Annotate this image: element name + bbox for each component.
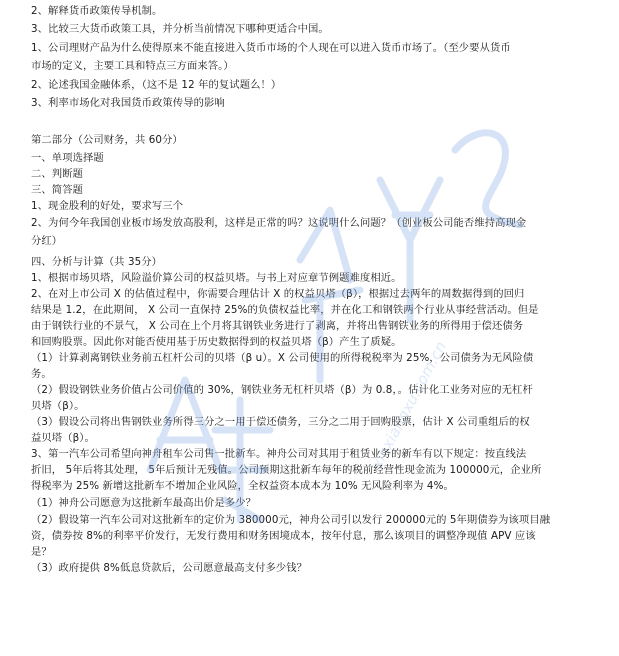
text-line: 市场的定义，主要工具和特点三方面来答。）	[31, 60, 234, 72]
text-line: 2、为何今年我国创业板市场发放高股利，这样是正常的吗？这说明什么问题？（创业板公司能否维持高现金	[31, 217, 527, 229]
text-line: 分红）	[31, 235, 63, 247]
text-line: 益贝塔（β）。	[31, 432, 95, 444]
text-line: 1、根据市场贝塔，风险溢价算公司的权益贝塔。与书上对应章节例题难度相近。	[31, 272, 402, 284]
text-line: 务。	[31, 368, 52, 380]
text-line: （2）假设钢铁业务价值占公司价值的 30%，钢铁业务无杠杆贝塔（β）为 0.8，。估计化工业务对应的无杠杆	[31, 384, 533, 396]
text-line: 二、判断题	[31, 168, 83, 180]
text-line: 2、解释货币政策传导机制。	[31, 5, 163, 17]
section-heading: 第二部分（公司财务，共 60分）	[31, 134, 183, 146]
text-line: 三、简答题	[31, 184, 83, 196]
text-line: 3、第一汽车公司希望向神舟租车公司售一批新车。神舟公司对其用于租赁业务的新车有以下规定：按直线法	[31, 448, 527, 460]
text-line: 结果是 1.2，在此期间， X 公司一直保持 25%的负债权益比率，并在化工和钢铁两个行业从事经营活动。但是	[31, 304, 539, 316]
text-line: （1）计算剥离钢铁业务前五杠杆公司的贝塔（β u）。X 公司使用的所得税税率为 25%，公司债务为无风险债	[31, 352, 534, 364]
text-line: 资，债券按 8%的利率平价发行，无发行费用和财务困境成本，按年付息，那么该项目的调整净现值 APV 应该	[31, 530, 536, 542]
text-line: 2、论述我国金融体系，（这不是 12 年的复试题么！）	[31, 79, 282, 91]
text-line: 由于钢铁行业的不景气， X 公司在上个月将其钢铁业务进行了剥离，并将出售钢铁业务的所得用于偿还债务	[31, 320, 524, 332]
section-heading: 四、分析与计算（共 35分）	[31, 256, 163, 268]
text-line: （2）假设第一汽车公司对这批新车的定价为 380000元，神舟公司引以发行 200000元的 5年期债券为该项目融	[31, 514, 551, 526]
text-line: 贝塔（β）。	[31, 400, 85, 412]
text-line: 得税率为 25% 新增这批新车不增加企业风险，全权益资本成本为 10% 无风险利率为 4%。	[31, 480, 454, 492]
text-line: （3）政府提供 8%低息贷款后，公司愿意最高支付多少钱？	[31, 562, 308, 574]
text-line: （1）神舟公司愿意为这批新车最高出价是多少？	[31, 497, 256, 509]
text-line: 折旧， 5年后将其处理， 5年后预计无残值。公司预期这批新车每年的税前经营性现金流为 100000元，企业所	[31, 464, 542, 476]
text-line: 和回购股票。因此你对能否使用基于历史数据得到的权益贝塔（β）产生了质疑。	[31, 336, 402, 348]
text-line: 1、公司理财产品为什么使得原来不能直接进入货币市场的个人现在可以进入货币市场了。（至少要从货币	[31, 42, 511, 54]
text-line: （3）假设公司将出售钢铁业务所得三分之一用于偿还债务，三分之二用于回购股票，估计 X 公司重组后的权	[31, 416, 530, 428]
text-line: 1、现金股利的好处，要求写三个	[31, 200, 184, 212]
text-line: 3、比较三大货币政策工具，并分析当前情况下哪种更适合中国。	[31, 23, 329, 35]
text-line: 3、利率市场化对我国货币政策传导的影响	[31, 97, 225, 109]
text-line: 是？	[31, 546, 52, 558]
text-line: 2、在对上市公司 X 的估值过程中，你需要合理估计 X 的权益贝塔（β），根据过去两年的周数据得到的回归	[31, 288, 525, 300]
text-line: 一、单项选择题	[31, 152, 104, 164]
svg-text:xinxiangxu.com.cn: xinxiangxu.com.cn	[367, 338, 450, 472]
